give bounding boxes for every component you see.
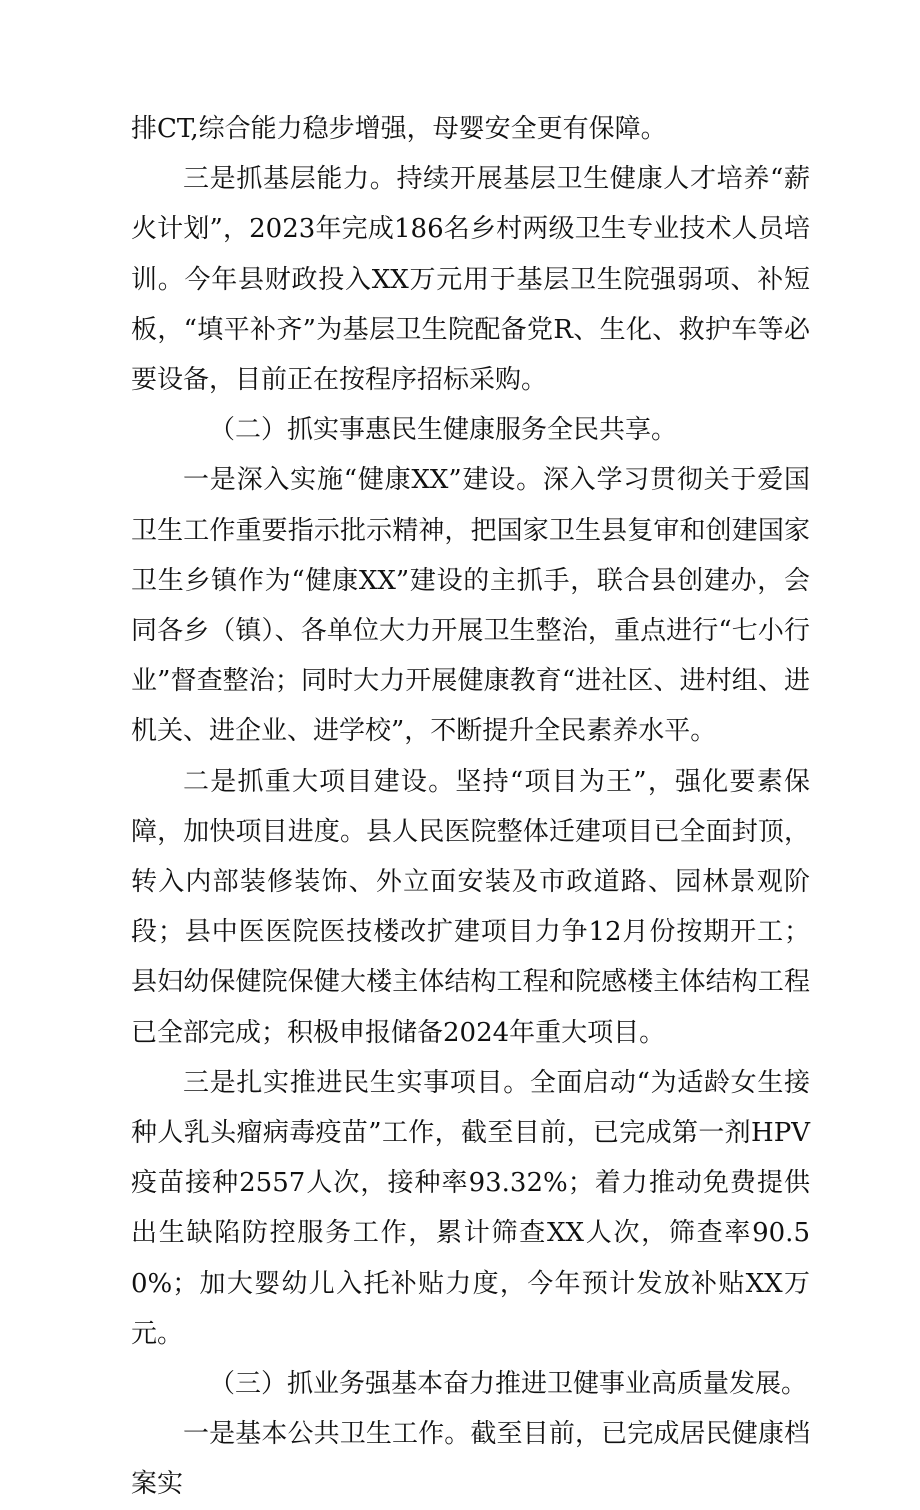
- paragraph-grassroots-capacity: 三是抓基层能力。持续开展基层卫生健康人才培养“薪火计划”，2023年完成186名乡村两级卫生专业技术人员培训。今年县财政投入XX万元用于基层卫生院强弱项、补短板，“填平补齐”为基层卫生院配备党R、生化、救护车等必要设备，目前正在按程序招标采购。: [131, 164, 810, 396]
- section-heading-2: （二）抓实事惠民生健康服务全民共享。: [209, 415, 678, 446]
- paragraph-healthy-construction: 一是深入实施“健康XX”建设。深入学习贯彻关于爱国卫生工作重要指示批示精神，把国家卫生县复审和创建国家卫生乡镇作为“健康XX”建设的主抓手，联合县创建办，会同各乡（镇）、各单位大力开展卫生整治，重点进行“七小行业”督查整治；同时大力开展健康教育“进社区、进村组、进机关、进企业、进学校”，不断提升全民素养水平。: [131, 465, 810, 747]
- paragraph-public-health: 一是基本公共卫生工作。截至目前，已完成居民健康档案实: [131, 1419, 810, 1500]
- paragraph-livelihood-projects: 三是扎实推进民生实事项目。全面启动“为适龄女生接种人乳头瘤病毒疫苗”工作，截至目前，已完成第一剂HPV疫苗接种2557人次，接种率93.32%；着力推动免费提供出生缺陷防控服务工作，累计筛查XX人次，筛查率90.50%；加大婴幼儿入托补贴力度，今年预计发放补贴XX万元。: [131, 1067, 810, 1349]
- paragraph-major-projects: 二是抓重大项目建设。坚持“项目为王”，强化要素保障，加快项目进度。县人民医院整体迁建项目已全面封顶，转入内部装修装饰、外立面安装及市政道路、园林景观阶段；县中医医院医技楼改扩建项目力争12月份按期开工；县妇幼保健院保健大楼主体结构工程和院感楼主体结构工程已全部完成；积极申报储备2024年重大项目。: [131, 766, 810, 1048]
- paragraph-continuation: 排CT,综合能力稳步增强，母婴安全更有保障。: [131, 114, 667, 144]
- section-heading-3: （三）抓业务强基本奋力推进卫健事业高质量发展。: [209, 1369, 808, 1400]
